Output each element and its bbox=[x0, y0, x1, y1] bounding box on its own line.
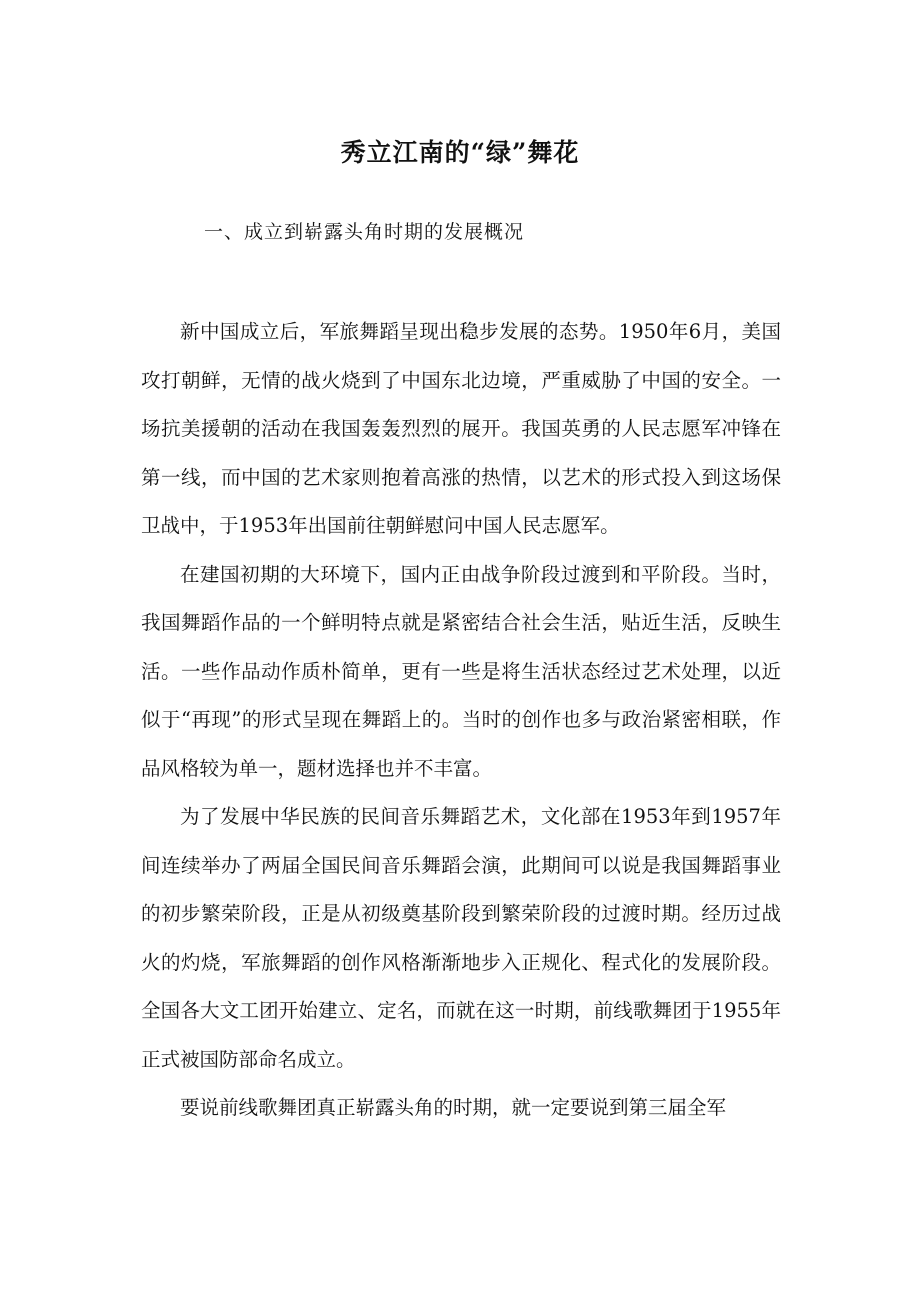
paragraph: 新中国成立后，军旅舞蹈呈现出稳步发展的态势。1950年6月，美国攻打朝鲜，无情的战火烧到了中国东北边境，严重威胁了中国的安全。一场抗美援朝的活动在我国轰轰烈烈的展开。我国英勇的人民志愿军冲锋在第一线，而中国的艺术家则抱着高涨的热情，以艺术的形式投入到这场保卫战中，于1953年出国前往朝鲜慰问中国人民志愿军。 bbox=[141, 320, 781, 537]
section-heading: 一、成立到崭露头角时期的发展概况 bbox=[204, 221, 525, 243]
paragraph: 要说前线歌舞团真正崭露头角的时期，就一定要说到第三届全军 bbox=[180, 1096, 727, 1119]
paragraph: 为了发展中华民族的民间音乐舞蹈艺术，文化部在1953年到1957年间连续举办了两届全国民间音乐舞蹈会演，此期间可以说是我国舞蹈事业的初步繁荣阶段，正是从初级奠基阶段到繁荣阶段的过渡时期。经历过战火的灼烧，军旅舞蹈的创作风格渐渐地步入正规化、程式化的发展阶段。全国各大文工团开始建立、定名，而就在这一时期，前线歌舞团于1955年正式被国防部命名成立。 bbox=[141, 805, 781, 1071]
paragraph: 在建国初期的大环境下，国内正由战争阶段过渡到和平阶段。当时，我国舞蹈作品的一个鲜明特点就是紧密结合社会生活，贴近生活，反映生活。一些作品动作质朴简单，更有一些是将生活状态经过艺术处理，以近似于“再现”的形式呈现在舞蹈上的。当时的创作也多与政治紧密相联，作品风格较为单一，题材选择也并不丰富。 bbox=[141, 562, 781, 780]
document-title: 秀立江南的“绿”舞花 bbox=[340, 137, 580, 167]
body-text bbox=[141, 308, 781, 1133]
